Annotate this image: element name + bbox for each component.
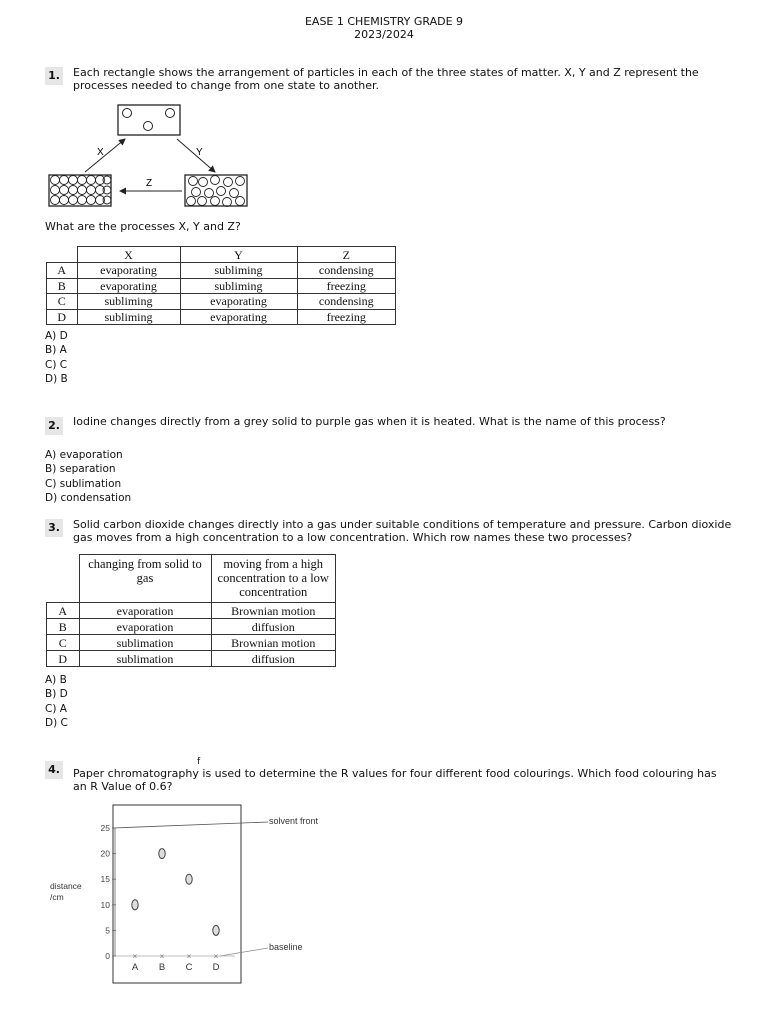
question-1-table <box>46 246 396 325</box>
solvent-front-label: solvent front <box>269 816 319 826</box>
row-label: A <box>47 263 78 279</box>
option[interactable]: B) A <box>45 344 67 357</box>
question-1-prompt: What are the processes X, Y and Z? <box>45 220 241 233</box>
option[interactable]: A) evaporation <box>45 449 123 461</box>
option[interactable]: C) C <box>45 358 68 371</box>
question-1-options <box>45 329 68 386</box>
row-label: D <box>47 651 80 667</box>
origin-mark: × <box>186 952 192 961</box>
option[interactable]: B) D <box>45 688 68 701</box>
superscript-f: f <box>197 757 201 767</box>
y-tick-label: 0 <box>105 951 110 961</box>
spot-a <box>132 900 138 910</box>
y-tick-label: 10 <box>100 899 110 910</box>
solid-box <box>49 175 111 206</box>
option[interactable]: D) C <box>45 716 68 729</box>
x-category-label: C <box>185 962 193 973</box>
table-cell: evaporation <box>79 619 211 635</box>
x-category-label: A <box>131 962 139 973</box>
option[interactable]: A) D <box>45 330 68 342</box>
y-axis-label-line1: distance <box>50 881 82 891</box>
y-tick-label: 25 <box>100 823 110 833</box>
table-cell: evaporation <box>79 603 211 619</box>
question-3-text: Solid carbon dioxide changes directly into a gas under suitable conditions of temperature and pressure. Carbon dioxide gas moves from a high concentration to a low concentration. Which row names these two processes? <box>73 518 732 544</box>
question-3-number: 3. <box>45 519 63 537</box>
states-of-matter-diagram <box>45 100 255 212</box>
table-cell: sublimation <box>79 651 211 667</box>
question-4-number: 4. <box>45 761 63 779</box>
table-cell: sublimation <box>79 635 211 651</box>
option[interactable]: A) B <box>45 674 67 686</box>
table-cell: evaporating <box>180 309 297 325</box>
table-cell: freezing <box>297 309 396 325</box>
label-y: Y <box>196 147 203 158</box>
y-tick-label: 15 <box>100 874 110 885</box>
table-cell: diffusion <box>211 651 336 667</box>
y-axis-label-line2: /cm <box>50 892 64 902</box>
row-label: B <box>47 619 80 635</box>
origin-mark: × <box>213 952 219 961</box>
header-title: EASE 1 CHEMISTRY GRADE 9 <box>304 15 464 28</box>
table-cell: diffusion <box>211 619 336 635</box>
origin-mark: × <box>132 952 138 961</box>
option[interactable]: B) separation <box>45 463 116 476</box>
question-1-number: 1. <box>45 67 63 85</box>
option[interactable]: C) sublimation <box>45 477 122 490</box>
row-label: C <box>47 294 78 310</box>
question-2-number: 2. <box>45 417 63 435</box>
spot-b <box>159 849 165 859</box>
col-header: Y <box>180 247 297 263</box>
label-z: Z <box>146 178 153 189</box>
x-category-label: D <box>212 962 220 973</box>
spot-d <box>213 925 219 935</box>
question-1-text: Each rectangle shows the arrangement of particles in each of the three states of matter. X, Y and Z represent the processes needed to change from one state to another. <box>73 66 699 92</box>
question-3-options <box>45 673 68 730</box>
table-cell: Brownian motion <box>211 635 336 651</box>
table-cell: subliming <box>77 294 180 310</box>
table-cell: subliming <box>180 278 297 294</box>
table-cell: evaporating <box>180 294 297 310</box>
option[interactable]: D) condensation <box>45 491 132 504</box>
arrow-x <box>85 139 125 172</box>
table-cell: condensing <box>297 263 396 279</box>
option[interactable]: D) B <box>45 372 68 385</box>
question-3-table <box>46 554 336 667</box>
table-cell: freezing <box>297 278 396 294</box>
option[interactable]: C) A <box>45 702 67 715</box>
question-2-options <box>45 448 131 505</box>
header-year: 2023/2024 <box>354 28 414 41</box>
chromatogram-chart <box>40 800 340 990</box>
question-2-text: Iodine changes directly from a grey solid to purple gas when it is heated. What is the name of this process? <box>73 415 666 428</box>
liquid-box <box>185 175 247 207</box>
label-x: X <box>97 147 104 158</box>
y-tick-label: 20 <box>100 848 110 859</box>
question-4-text: Paper chromatography is used to determine the R values for four different food colourings. Which food colouring has an R Value of 0.6? <box>73 767 717 793</box>
y-tick-label: 5 <box>105 925 110 936</box>
table-cell: Brownian motion <box>211 603 336 619</box>
row-label: C <box>47 635 80 651</box>
table-cell: evaporating <box>77 278 180 294</box>
origin-mark: × <box>159 952 165 961</box>
col-header: Z <box>297 247 396 263</box>
table-cell: subliming <box>180 263 297 279</box>
row-label: A <box>47 603 80 619</box>
table-cell: condensing <box>297 294 396 310</box>
col-header: X <box>77 247 180 263</box>
x-category-label: B <box>158 962 166 973</box>
row-label: B <box>47 278 78 294</box>
table-cell: subliming <box>77 309 180 325</box>
col-header: moving from a high concentration to a low concentration <box>211 555 336 603</box>
baseline-label: baseline <box>269 942 303 952</box>
table-cell: evaporating <box>77 263 180 279</box>
row-label: D <box>47 309 78 325</box>
col-header: changing from solid to gas <box>79 555 211 603</box>
spot-c <box>186 874 192 884</box>
page-header <box>0 15 768 41</box>
